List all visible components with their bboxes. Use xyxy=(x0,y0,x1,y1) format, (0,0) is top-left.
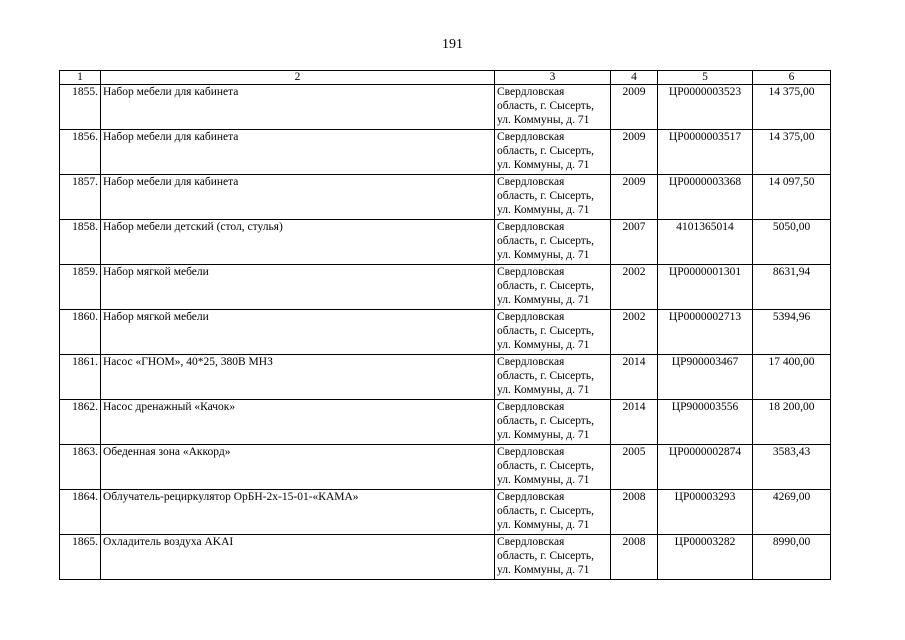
address-line: Свердловская xyxy=(497,311,565,323)
item-value: 3583,43 xyxy=(753,445,831,490)
item-value: 14 097,50 xyxy=(753,175,831,220)
address-line: область, г. Сысерть, xyxy=(497,460,594,472)
item-value: 4269,00 xyxy=(753,490,831,535)
item-value: 14 375,00 xyxy=(753,85,831,130)
address-line: область, г. Сысерть, xyxy=(497,415,594,427)
item-name: Набор мебели для кабинета xyxy=(101,130,495,175)
item-address xyxy=(495,400,611,445)
item-year: 2002 xyxy=(611,265,658,310)
item-year: 2009 xyxy=(611,175,658,220)
column-header-6: 6 xyxy=(753,71,831,85)
address-line: область, г. Сысерть, xyxy=(497,550,594,562)
row-number: 1861. xyxy=(60,355,101,400)
address-line: область, г. Сысерть, xyxy=(497,370,594,382)
address-line: Свердловская xyxy=(497,401,565,413)
column-header-1: 1 xyxy=(60,71,101,85)
item-name: Обеденная зона «Аккорд» xyxy=(101,445,495,490)
item-year: 2009 xyxy=(611,85,658,130)
item-name: Насос дренажный «Качок» xyxy=(101,400,495,445)
table-row xyxy=(60,310,831,355)
table-row xyxy=(60,130,831,175)
inventory-code: ЦР0000001301 xyxy=(658,265,753,310)
page-number: 191 xyxy=(442,37,463,52)
item-address xyxy=(495,355,611,400)
item-year: 2008 xyxy=(611,535,658,580)
item-name: Охладитель воздуха AKAI xyxy=(101,535,495,580)
item-address xyxy=(495,175,611,220)
table-header xyxy=(60,71,831,85)
column-header-2: 2 xyxy=(101,71,495,85)
address-line: ул. Коммуны, д. 71 xyxy=(497,564,590,576)
item-value: 14 375,00 xyxy=(753,130,831,175)
item-name: Набор мягкой мебели xyxy=(101,265,495,310)
address-line: ул. Коммуны, д. 71 xyxy=(497,159,590,171)
item-name: Насос «ГНОМ», 40*25, 380В МНЗ xyxy=(101,355,495,400)
item-name: Набор мебели для кабинета xyxy=(101,85,495,130)
row-number: 1859. xyxy=(60,265,101,310)
address-line: область, г. Сысерть, xyxy=(497,280,594,292)
row-number: 1865. xyxy=(60,535,101,580)
address-line: ул. Коммуны, д. 71 xyxy=(497,429,590,441)
inventory-code: ЦР0000002713 xyxy=(658,310,753,355)
item-address xyxy=(495,130,611,175)
table-row xyxy=(60,220,831,265)
item-year: 2002 xyxy=(611,310,658,355)
item-address xyxy=(495,220,611,265)
inventory-code: ЦР00003293 xyxy=(658,490,753,535)
row-number: 1860. xyxy=(60,310,101,355)
item-value: 8990,00 xyxy=(753,535,831,580)
address-line: область, г. Сысерть, xyxy=(497,505,594,517)
item-address xyxy=(495,310,611,355)
table-row xyxy=(60,490,831,535)
item-year: 2014 xyxy=(611,400,658,445)
address-line: область, г. Сысерть, xyxy=(497,100,594,112)
address-line: область, г. Сысерть, xyxy=(497,190,594,202)
item-year: 2008 xyxy=(611,490,658,535)
inventory-code: ЦР900003556 xyxy=(658,400,753,445)
address-line: Свердловская xyxy=(497,356,565,368)
address-line: Свердловская xyxy=(497,266,565,278)
item-year: 2005 xyxy=(611,445,658,490)
inventory-code: ЦР900003467 xyxy=(658,355,753,400)
address-line: ул. Коммуны, д. 71 xyxy=(497,519,590,531)
address-line: область, г. Сысерть, xyxy=(497,145,594,157)
item-address xyxy=(495,535,611,580)
row-number: 1855. xyxy=(60,85,101,130)
item-address xyxy=(495,490,611,535)
item-year: 2014 xyxy=(611,355,658,400)
inventory-code: ЦР0000003517 xyxy=(658,130,753,175)
item-name: Набор мягкой мебели xyxy=(101,310,495,355)
row-number: 1863. xyxy=(60,445,101,490)
row-number: 1857. xyxy=(60,175,101,220)
item-year: 2009 xyxy=(611,130,658,175)
row-number: 1864. xyxy=(60,490,101,535)
inventory-code: ЦР0000002874 xyxy=(658,445,753,490)
inventory-code: 4101365014 xyxy=(658,220,753,265)
address-line: ул. Коммуны, д. 71 xyxy=(497,294,590,306)
inventory-table xyxy=(59,70,831,580)
table-row xyxy=(60,400,831,445)
address-line: ул. Коммуны, д. 71 xyxy=(497,474,590,486)
table-row xyxy=(60,355,831,400)
inventory-code: ЦР0000003368 xyxy=(658,175,753,220)
item-value: 5050,00 xyxy=(753,220,831,265)
table-row xyxy=(60,535,831,580)
address-line: ул. Коммуны, д. 71 xyxy=(497,249,590,261)
address-line: ул. Коммуны, д. 71 xyxy=(497,339,590,351)
address-line: Свердловская xyxy=(497,221,565,233)
item-name: Набор мебели детский (стол, стулья) xyxy=(101,220,495,265)
address-line: Свердловская xyxy=(497,176,565,188)
address-line: Свердловская xyxy=(497,86,565,98)
address-line: область, г. Сысерть, xyxy=(497,325,594,337)
item-value: 5394,96 xyxy=(753,310,831,355)
item-value: 17 400,00 xyxy=(753,355,831,400)
item-address xyxy=(495,445,611,490)
item-address xyxy=(495,85,611,130)
table-row xyxy=(60,445,831,490)
address-line: Свердловская xyxy=(497,536,565,548)
address-line: Свердловская xyxy=(497,131,565,143)
table-row xyxy=(60,85,831,130)
column-header-4: 4 xyxy=(611,71,658,85)
inventory-code: ЦР0000003523 xyxy=(658,85,753,130)
address-line: ул. Коммуны, д. 71 xyxy=(497,384,590,396)
row-number: 1862. xyxy=(60,400,101,445)
address-line: ул. Коммуны, д. 71 xyxy=(497,204,590,216)
column-header-3: 3 xyxy=(495,71,611,85)
row-number: 1858. xyxy=(60,220,101,265)
table-row xyxy=(60,175,831,220)
column-header-5: 5 xyxy=(658,71,753,85)
item-name: Облучатель-рециркулятор ОрБН-2х-15-01-«КАМА» xyxy=(101,490,495,535)
item-value: 18 200,00 xyxy=(753,400,831,445)
item-address xyxy=(495,265,611,310)
row-number: 1856. xyxy=(60,130,101,175)
address-line: область, г. Сысерть, xyxy=(497,235,594,247)
address-line: Свердловская xyxy=(497,491,565,503)
address-line: ул. Коммуны, д. 71 xyxy=(497,114,590,126)
address-line: Свердловская xyxy=(497,446,565,458)
item-name: Набор мебели для кабинета xyxy=(101,175,495,220)
inventory-code: ЦР00003282 xyxy=(658,535,753,580)
table-body xyxy=(60,85,831,580)
table-row xyxy=(60,265,831,310)
item-year: 2007 xyxy=(611,220,658,265)
item-value: 8631,94 xyxy=(753,265,831,310)
